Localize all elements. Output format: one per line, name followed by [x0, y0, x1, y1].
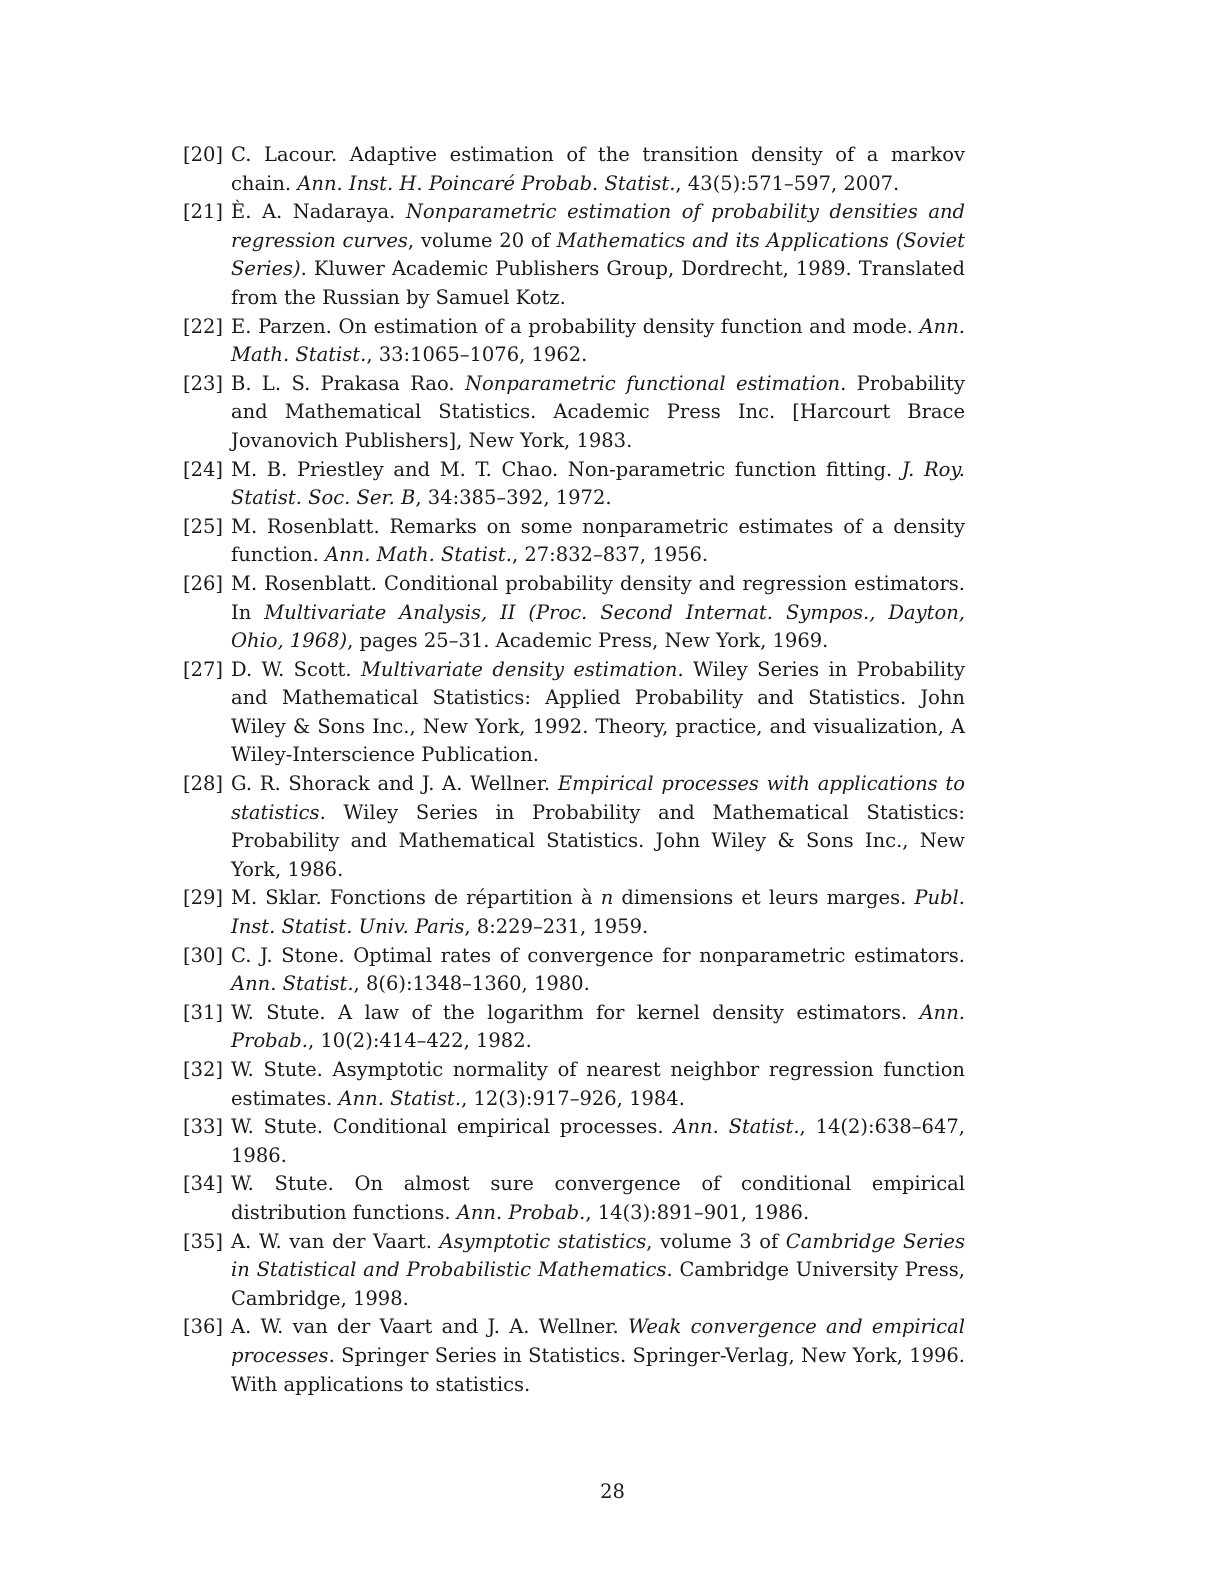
reference-entry	[183, 513, 965, 570]
reference-text	[231, 1001, 965, 1053]
bibliography-list	[183, 141, 965, 1399]
reference-text	[231, 658, 965, 767]
reference-italic-segment: Mathematics and its Applications (Soviet Series)	[231, 228, 965, 281]
reference-segment: C. J. Stone. Optimal rates of convergence for nonparametric estimators.	[231, 943, 965, 967]
reference-italic-segment: Ann. Inst. H. Poincaré Probab. Statist.	[297, 171, 676, 195]
reference-segment: A. W. van der Vaart and J. A. Wellner.	[231, 1315, 628, 1339]
reference-label: [32]	[183, 1058, 224, 1081]
reference-italic-segment: Weak convergence and empirical processes	[231, 1315, 965, 1367]
reference-segment: , volume 3 of	[646, 1229, 786, 1253]
reference-entry	[183, 884, 965, 941]
reference-segment: . Cambridge University Press, Cambridge, 1998.	[231, 1258, 965, 1310]
reference-text	[231, 515, 965, 567]
reference-italic-segment: n	[600, 886, 614, 910]
reference-label: [30]	[183, 943, 224, 967]
reference-italic-segment: Multivariate Analysis, II (Proc. Second Internat. Sympos., Dayton, Ohio, 1968)	[231, 600, 965, 653]
reference-text	[231, 1230, 965, 1310]
reference-text	[231, 886, 965, 938]
reference-segment: C. Lacour. Adaptive estimation of the transition density of a markov chain.	[231, 143, 965, 195]
reference-segment: dimensions et leurs marges.	[613, 886, 915, 910]
reference-segment: W. Stute. A law of the logarithm for kernel density estimators.	[231, 1000, 920, 1024]
reference-label: [29]	[183, 886, 224, 910]
reference-entry	[183, 198, 965, 312]
reference-entry	[183, 1228, 965, 1314]
reference-segment: . Probability and Mathematical Statistics. Academic Press Inc. [Harcourt Brace Jovanovich Publishers], New York, 1983.	[231, 371, 966, 452]
reference-label: [33]	[183, 1115, 224, 1139]
reference-text	[231, 944, 965, 996]
reference-label: [21]	[183, 200, 224, 224]
reference-segment: A. W. van der Vaart.	[231, 1229, 440, 1253]
reference-text	[231, 772, 965, 881]
reference-segment: E. Parzen. On estimation of a probability density function and mode.	[231, 314, 920, 338]
reference-segment: M. Rosenblatt. Remarks on some nonparametric estimates of a density function.	[231, 514, 965, 567]
reference-segment: , 34:385–392, 1972.	[415, 486, 612, 510]
reference-label: [31]	[183, 1000, 224, 1024]
reference-italic-segment: Cambridge Series in Statistical and Probabilistic Mathematics	[231, 1229, 965, 1282]
reference-text	[231, 1172, 965, 1224]
reference-label: [23]	[183, 371, 224, 395]
reference-label: [27]	[183, 657, 224, 681]
reference-text	[231, 458, 965, 510]
reference-segment: B. L. S. Prakasa Rao.	[231, 371, 465, 395]
reference-segment: , 10(2):414–422, 1982.	[307, 1029, 532, 1053]
reference-entry	[183, 570, 965, 656]
reference-text	[231, 372, 965, 452]
reference-segment: W. Stute. Asymptotic normality of nearest neighbor regression function estimates.	[231, 1058, 965, 1110]
reference-segment: W. Stute. Conditional empirical processes.	[231, 1115, 674, 1139]
reference-text	[231, 1058, 965, 1110]
reference-label: [26]	[183, 571, 224, 595]
reference-segment: G. R. Shorack and J. A. Wellner.	[231, 772, 558, 796]
reference-italic-segment: Publ. Inst. Statist. Univ. Paris	[231, 886, 965, 939]
reference-italic-segment: Multivariate density estimation	[360, 657, 678, 681]
reference-text	[231, 200, 965, 309]
reference-text	[231, 1115, 965, 1167]
reference-segment: , 8:229–231, 1959.	[464, 915, 649, 939]
reference-italic-segment: Ann. Statist.	[338, 1086, 462, 1110]
reference-segment: , 14(3):891–901, 1986.	[585, 1200, 810, 1224]
reference-entry	[183, 770, 965, 884]
reference-text	[231, 315, 965, 367]
reference-label: [20]	[183, 143, 224, 166]
reference-entry	[183, 656, 965, 770]
reference-italic-segment: Ann. Statist.	[673, 1115, 800, 1139]
reference-segment: . Wiley Series in Probability and Mathematical Statistics: Probability and Mathematical Statistics. John Wiley & Sons Inc., New York, 1986.	[231, 800, 965, 881]
reference-entry	[183, 942, 965, 999]
reference-label: [28]	[183, 772, 224, 796]
reference-entry	[183, 370, 965, 456]
reference-segment: M. B. Priestley and M. T. Chao. Non-parametric function fitting.	[231, 457, 902, 481]
reference-segment: , 14(2):638–647, 1986.	[231, 1115, 965, 1167]
reference-segment: , 12(3):917–926, 1984.	[461, 1086, 685, 1110]
reference-italic-segment: Asymptotic statistics	[439, 1229, 647, 1253]
reference-italic-segment: Ann. Math. Statist.	[231, 314, 965, 367]
reference-entry	[183, 141, 965, 198]
reference-segment: . Wiley Series in Probability and Mathematical Statistics: Applied Probability and Statistics. John Wiley & Sons Inc., New York, 1992. Theory, practice, and visualization, A Wiley-Interscience Publication.	[231, 657, 965, 767]
reference-entry	[183, 999, 965, 1056]
reference-segment: , 33:1065–1076, 1962.	[366, 343, 588, 367]
reference-entry	[183, 1313, 965, 1399]
reference-entry	[183, 1170, 965, 1227]
reference-label: [25]	[183, 514, 224, 538]
reference-label: [22]	[183, 314, 224, 338]
reference-entry	[183, 1056, 965, 1113]
reference-segment: . Kluwer Academic Publishers Group, Dordrecht, 1989. Translated from the Russian by Samuel Kotz.	[231, 257, 965, 309]
reference-label: [36]	[183, 1315, 224, 1339]
reference-segment: , pages 25–31. Academic Press, New York, 1969.	[347, 629, 829, 653]
reference-text	[231, 572, 965, 652]
reference-italic-segment: Nonparametric functional estimation	[464, 371, 841, 395]
reference-italic-segment: Ann. Statist.	[231, 972, 354, 996]
reference-label: [24]	[183, 457, 224, 481]
reference-segment: W. Stute. On almost sure convergence of conditional empirical distribution functions.	[231, 1172, 965, 1224]
reference-segment: . Springer Series in Statistics. Springer-Verlag, New York, 1996. With applications to statistics.	[231, 1343, 965, 1396]
reference-italic-segment: Nonparametric estimation of probability densities and regression curves	[231, 200, 965, 252]
reference-label: [35]	[183, 1229, 224, 1253]
reference-segment: M. Sklar. Fonctions de répartition à	[231, 886, 601, 910]
reference-entry	[183, 456, 965, 513]
reference-text	[231, 143, 965, 195]
reference-segment: D. W. Scott.	[231, 657, 361, 681]
reference-segment: , 27:832–837, 1956.	[511, 543, 709, 567]
reference-segment: , volume 20 of	[407, 228, 557, 252]
reference-italic-segment: J. Roy. Statist. Soc. Ser. B	[231, 457, 966, 510]
reference-text	[231, 1315, 965, 1395]
reference-label: [34]	[183, 1172, 224, 1196]
reference-segment: , 43(5):571–597, 2007.	[675, 171, 900, 195]
reference-italic-segment: Ann. Probab.	[231, 1000, 965, 1053]
page-number: 28	[600, 1480, 625, 1503]
reference-italic-segment: Ann. Probab.	[456, 1200, 586, 1224]
reference-italic-segment: Empirical processes with applications to statistics	[231, 772, 965, 824]
reference-segment: M. Rosenblatt. Conditional probability density and regression estimators. In	[231, 571, 965, 624]
reference-segment: È. A. Nadaraya.	[231, 200, 406, 224]
reference-entry	[183, 313, 965, 370]
reference-entry	[183, 1113, 965, 1170]
reference-segment: , 8(6):1348–1360, 1980.	[353, 972, 590, 996]
reference-italic-segment: Ann. Math. Statist.	[325, 543, 512, 567]
